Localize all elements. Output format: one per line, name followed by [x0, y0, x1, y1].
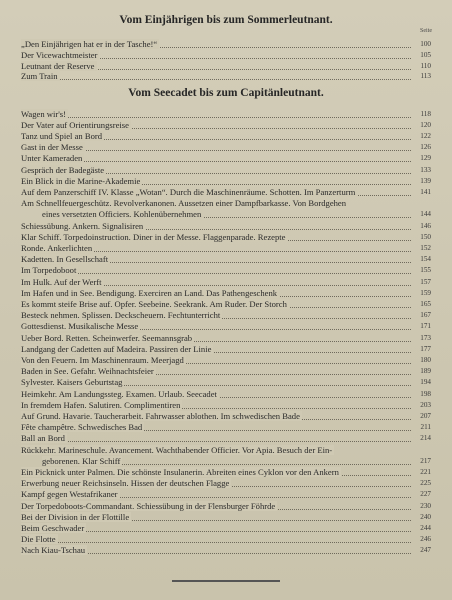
entry-title: Baden in See. Gefahr. Weihnachtsfeier	[21, 366, 154, 377]
section-heading-einjaehrigen: Vom Einjährigen bis zum Sommerleutnant.	[119, 14, 333, 26]
entry-title: Leutnant der Reserve	[21, 60, 95, 71]
entry-title: Rückkehr. Marineschule. Avancement. Wachthabender Officier. Vor Apia. Besuch der Ein-	[21, 444, 333, 455]
toc-entry	[21, 479, 431, 488]
toc-entry	[21, 502, 431, 511]
entry-page-number: 173	[420, 333, 431, 342]
entry-page-number: 113	[420, 72, 431, 81]
toc-entry	[21, 401, 431, 410]
leader-dots	[21, 273, 411, 274]
toc-entry	[21, 222, 431, 231]
toc-entry	[21, 367, 431, 376]
entry-page-number: 194	[420, 378, 431, 387]
entry-page-number: 244	[420, 523, 431, 532]
toc-entry	[21, 311, 431, 320]
entry-title: Der Vicewachtmeister	[21, 49, 98, 60]
entry-title: Es kommt steife Brise auf. Opfer. Seebeine. Seekrank. Am Ruder. Der Storch	[21, 298, 287, 309]
entry-title: Beim Geschwader	[21, 522, 85, 533]
entry-title: Der Vater auf Orientirungsreise	[21, 119, 129, 130]
entry-title: Im Torpedoboot	[21, 265, 77, 276]
entry-title: Nach Kiau-Tschau	[21, 545, 86, 556]
toc-entry	[21, 121, 431, 130]
toc-entry	[21, 535, 431, 544]
entry-title: Auf Grund. Havarie. Taucherarbeit. Fahrwasser ablothen. Im schwedischen Bade	[21, 410, 300, 421]
toc-entry	[21, 132, 431, 141]
toc-entry	[21, 266, 431, 275]
entry-page-number: 133	[420, 165, 431, 174]
entry-title: Ein Blick in die Marine-Akademie	[21, 175, 141, 186]
toc-entry	[21, 177, 431, 186]
entry-title: Ueber Bord. Retten. Scheinwerfer. Seemannsgrab	[21, 332, 193, 343]
toc-entry	[21, 278, 431, 287]
page-column-label: Seite	[420, 28, 432, 34]
entry-page-number: 126	[420, 143, 431, 152]
entry-title: Von den Feuern. Im Maschinenraum. Meerjagd	[21, 354, 184, 365]
entry-title: Unter Kameraden	[21, 153, 83, 164]
toc-entry	[42, 457, 431, 466]
entry-page-number: 129	[420, 154, 431, 163]
toc-entry	[21, 244, 431, 253]
toc-entry	[21, 289, 431, 298]
leader-dots	[21, 542, 411, 543]
toc-entry	[21, 378, 431, 387]
entry-page-number: 155	[420, 266, 431, 275]
toc-entry	[42, 210, 431, 219]
entry-title: geborenen. Klar Schiff	[42, 455, 121, 466]
toc-entry	[21, 412, 431, 421]
entry-title: Wagen wir's!	[21, 108, 67, 119]
toc-entry	[21, 446, 431, 455]
toc-entry	[21, 110, 431, 119]
toc-entry	[21, 166, 431, 175]
entry-page-number: 152	[420, 243, 431, 252]
entry-title: Sylvester. Kaisers Geburtstag	[21, 377, 123, 388]
toc-entry	[21, 143, 431, 152]
entry-page-number: 120	[420, 120, 431, 129]
entry-title: Erwerbung neuer Reichsinseln. Hissen der deutschen Flagge	[21, 478, 230, 489]
entry-page-number: 225	[420, 479, 431, 488]
entry-title: Fête champêtre. Schwedisches Bad	[21, 422, 143, 433]
entry-page-number: 230	[420, 501, 431, 510]
entry-title: Tanz und Spiel an Bord	[21, 130, 103, 141]
entry-title: „Den Einjährigen hat er in der Tasche!“	[21, 39, 158, 49]
toc-entry	[21, 188, 431, 197]
entry-title: Zum Train	[21, 71, 58, 82]
entry-page-number: 177	[420, 344, 431, 353]
entry-page-number: 211	[420, 423, 431, 432]
entry-page-number: 214	[420, 434, 431, 443]
entry-page-number: 154	[420, 255, 431, 264]
entry-page-number: 150	[420, 232, 431, 241]
toc-entry	[21, 233, 431, 242]
entry-title: Auf dem Panzerschiff IV. Klasse „Wotan“. Durch die Maschinenräume. Schotten. Im Panzerturm	[21, 186, 356, 197]
leader-dots	[21, 79, 411, 80]
entry-title: Besteck nehmen. Splissen. Deckscheuern. Fechtunterricht	[21, 310, 221, 321]
entry-page-number: 118	[420, 109, 431, 118]
entry-page-number: 110	[420, 61, 431, 70]
toc-entry	[21, 334, 431, 343]
entry-page-number: 240	[420, 512, 431, 521]
entry-page-number: 217	[420, 456, 431, 465]
entry-title: eines versetzten Officiers. Kohlenübernehmen	[42, 209, 202, 220]
entry-page-number: 207	[420, 411, 431, 420]
entry-page-number: 189	[420, 367, 431, 376]
toc-entry	[21, 513, 431, 522]
entry-title: Heimkehr. Am Landungssteg. Examen. Urlaub. Seecadet	[21, 388, 217, 399]
toc-entry	[21, 72, 431, 81]
entry-title: Ein Picknick unter Palmen. Die schönste Insulanerin. Abreiten eines Cyklon vor den Ankern	[21, 466, 339, 477]
entry-page-number: 246	[420, 535, 431, 544]
toc-entry	[21, 490, 431, 499]
toc-entry	[21, 468, 431, 477]
entry-title: Im Hulk. Auf der Werft	[21, 276, 102, 287]
entry-page-number: 171	[420, 322, 431, 331]
leader-dots	[21, 441, 411, 442]
entry-page-number: 157	[420, 277, 431, 286]
toc-entry	[21, 199, 431, 208]
section-heading-seecadet: Vom Seecadet bis zum Capitänleutnant.	[128, 87, 324, 99]
entry-page-number: 159	[420, 288, 431, 297]
toc-entry	[21, 300, 431, 309]
closing-rule	[172, 580, 280, 582]
entry-title: Gast in der Messe	[21, 142, 83, 153]
entry-title: Der Torpedoboots-Commandant. Schiessübung in der Flensburger Föhrde	[21, 500, 276, 511]
toc-entry	[21, 345, 431, 354]
toc-entry	[21, 322, 431, 331]
entry-title: Schiessübung. Ankern. Signalisiren	[21, 220, 144, 231]
entry-title: Gottesdienst. Musikalische Messe	[21, 321, 139, 332]
entry-page-number: 165	[420, 299, 431, 308]
entry-page-number: 247	[420, 546, 431, 555]
entry-page-number: 139	[420, 176, 431, 185]
toc-entry	[21, 51, 431, 60]
entry-title: Im Hafen und in See. Bendigung. Exerciren an Land. Das Pathengeschenk	[21, 287, 278, 298]
toc-entry	[21, 154, 431, 163]
toc-entry	[21, 390, 431, 399]
entry-page-number: 167	[420, 311, 431, 320]
entry-title: Ronde. Ankerlichten	[21, 242, 93, 253]
entry-title: Die Flotte	[21, 534, 56, 545]
entry-page-number: 203	[420, 400, 431, 409]
entry-page-number: 105	[420, 50, 431, 59]
entry-page-number: 122	[420, 131, 431, 140]
toc-entry	[21, 423, 431, 432]
entry-page-number: 198	[420, 389, 431, 398]
entry-title: Gespräch der Badegäste	[21, 164, 105, 175]
entry-page-number: 146	[420, 221, 431, 230]
entry-page-number: 180	[420, 355, 431, 364]
entry-page-number: 227	[420, 490, 431, 499]
toc-entry	[21, 62, 431, 71]
toc-entry	[21, 524, 431, 533]
entry-page-number: 100	[420, 40, 431, 48]
leader-dots	[21, 117, 411, 118]
entry-page-number: 221	[420, 467, 431, 476]
toc-entry	[21, 255, 431, 264]
entry-title: Landgang der Cadetten auf Madeira. Passiren der Linie	[21, 343, 212, 354]
entry-title: Kampf gegen Westafrikaner	[21, 489, 118, 500]
entry-title: In fremdem Hafen. Salutiren. Complimentiren	[21, 399, 181, 410]
entry-page-number: 141	[420, 187, 431, 196]
entry-title: Am Schnellfeuergeschütz. Revolverkanonen. Aussetzen einer Dampfbarkasse. Von Bordgehen	[21, 198, 347, 209]
entry-title: Ball an Bord	[21, 433, 65, 444]
toc-entry	[21, 434, 431, 443]
entry-title: Kadetten. In Gesellschaft	[21, 254, 109, 265]
entry-page-number: 144	[420, 210, 431, 219]
entry-title: Klar Schiff. Torpedoinstruction. Diner in der Messe. Flaggenparade. Rezepte	[21, 231, 286, 242]
toc-entry	[21, 356, 431, 365]
entry-title: Bei der Division in der Flottille	[21, 511, 130, 522]
toc-entry	[21, 546, 431, 555]
toc-entry	[21, 40, 431, 49]
